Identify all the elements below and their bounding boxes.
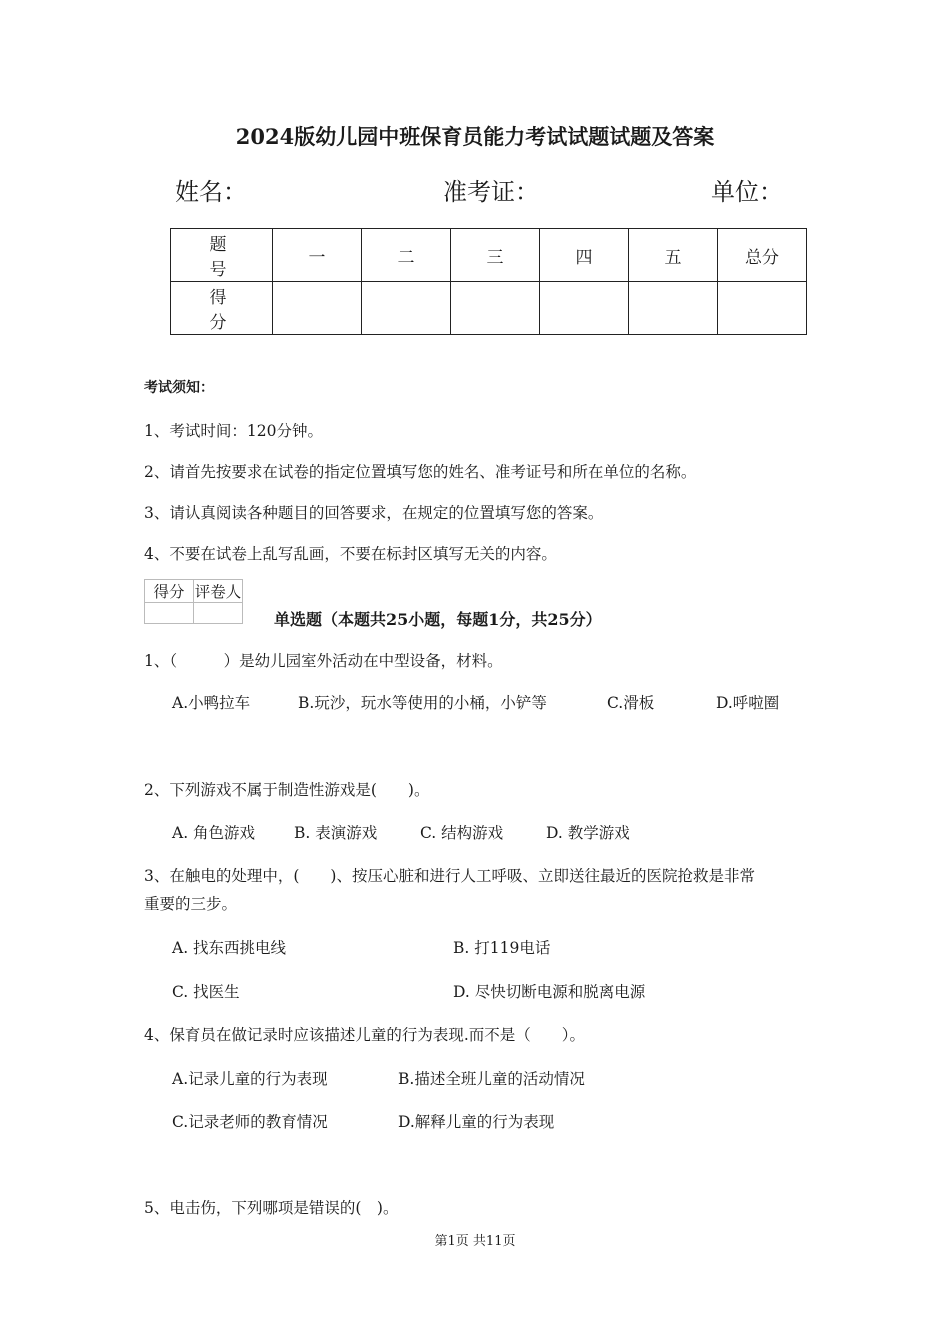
question-5-stem: 5、电击伤，下列哪项是错误的( )。 bbox=[144, 1199, 399, 1217]
name-field-label: 姓名： bbox=[175, 178, 247, 206]
page-footer: 第1页 共11页 bbox=[434, 1234, 516, 1249]
q4-option-a: A.记录儿童的行为表现 bbox=[172, 1070, 328, 1088]
q1-option-a: A.小鸭拉车 bbox=[172, 694, 251, 712]
instructions-heading: 考试须知： bbox=[144, 380, 214, 396]
q2-option-b: B. 表演游戏 bbox=[294, 824, 378, 842]
q1-option-d: D.呼啦圈 bbox=[716, 694, 780, 712]
column-total: 总分 bbox=[718, 229, 807, 282]
score-cell[interactable] bbox=[273, 282, 362, 335]
question-3-stem: 3、在触电的处理中，( )、按压心脏和进行人工呼吸、立即送往最近的医院抢救是非常 bbox=[144, 867, 755, 885]
instruction-item: 3、请认真阅读各种题目的回答要求，在规定的位置填写您的答案。 bbox=[144, 504, 604, 522]
score-cell[interactable] bbox=[718, 282, 807, 335]
column-2: 二 bbox=[362, 229, 451, 282]
score-table-header-row bbox=[171, 229, 807, 282]
q4-option-d: D.解释儿童的行为表现 bbox=[398, 1113, 555, 1131]
column-5: 五 bbox=[629, 229, 718, 282]
score-cell[interactable] bbox=[540, 282, 629, 335]
column-4: 四 bbox=[540, 229, 629, 282]
q2-option-d: D. 教学游戏 bbox=[546, 824, 630, 842]
column-3: 三 bbox=[451, 229, 540, 282]
score-cell[interactable] bbox=[629, 282, 718, 335]
question-number-label: 题 号 bbox=[171, 229, 273, 282]
q3-option-a: A. 找东西挑电线 bbox=[172, 939, 287, 957]
grader-score-cell[interactable] bbox=[145, 603, 194, 624]
grader-name-label: 评卷人 bbox=[194, 580, 243, 603]
q2-option-a: A. 角色游戏 bbox=[172, 824, 256, 842]
instruction-item: 2、请首先按要求在试卷的指定位置填写您的姓名、准考证号和所在单位的名称。 bbox=[144, 463, 697, 481]
score-label: 得 分 bbox=[171, 282, 273, 335]
instruction-item: 1、考试时间：120分钟。 bbox=[144, 422, 323, 440]
page-title: 2024版幼儿园中班保育员能力考试试题试题及答案 bbox=[235, 124, 715, 149]
score-cell[interactable] bbox=[362, 282, 451, 335]
q1-option-c: C.滑板 bbox=[607, 694, 655, 712]
q3-option-b: B. 打119电话 bbox=[453, 939, 551, 957]
question-1-stem: 1、（ ）是幼儿园室外活动在中型设备，材料。 bbox=[144, 652, 503, 670]
unit-field-label: 单位： bbox=[711, 178, 783, 206]
q2-option-c: C. 结构游戏 bbox=[420, 824, 504, 842]
q3-option-c: C. 找医生 bbox=[172, 983, 240, 1001]
question-4-stem: 4、保育员在做记录时应该描述儿童的行为表现.而不是（ ）。 bbox=[144, 1026, 586, 1044]
q3-option-d: D. 尽快切断电源和脱离电源 bbox=[453, 983, 646, 1001]
instruction-item: 4、不要在试卷上乱写乱画，不要在标封区填写无关的内容。 bbox=[144, 545, 557, 563]
exam-id-field-label: 准考证： bbox=[443, 178, 539, 206]
q1-option-b: B.玩沙，玩水等使用的小桶，小铲等 bbox=[298, 694, 547, 712]
q4-option-c: C.记录老师的教育情况 bbox=[172, 1113, 328, 1131]
q4-option-b: B.描述全班儿童的活动情况 bbox=[398, 1070, 585, 1088]
grader-box bbox=[144, 579, 243, 624]
section-title: 单选题（本题共25小题，每题1分，共25分） bbox=[274, 610, 602, 629]
score-table bbox=[170, 228, 807, 335]
score-table-score-row bbox=[171, 282, 807, 335]
score-cell[interactable] bbox=[451, 282, 540, 335]
grader-name-cell[interactable] bbox=[194, 603, 243, 624]
question-3-stem-cont: 重要的三步。 bbox=[144, 895, 238, 913]
question-2-stem: 2、下列游戏不属于制造性游戏是( )。 bbox=[144, 781, 430, 799]
column-1: 一 bbox=[273, 229, 362, 282]
grader-score-label: 得分 bbox=[145, 580, 194, 603]
